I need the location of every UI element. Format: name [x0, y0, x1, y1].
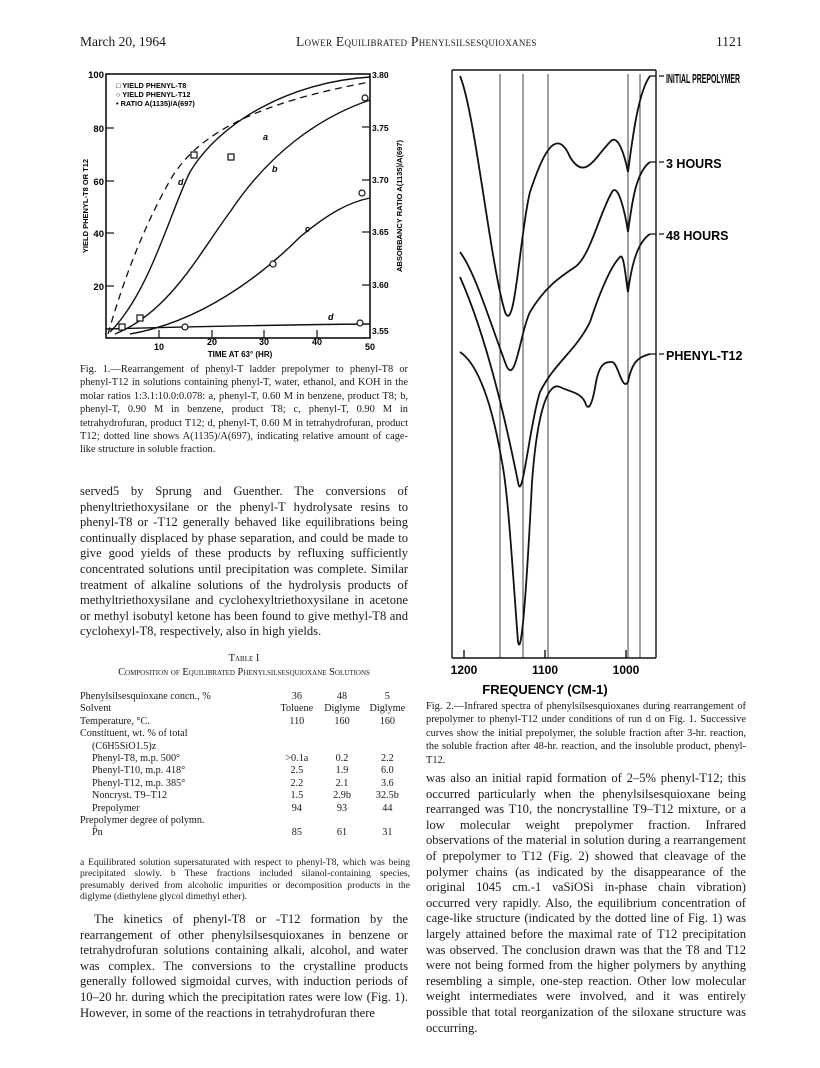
data-point-circle [362, 95, 368, 101]
figure-2-chart [420, 62, 750, 722]
x-axis-label: FREQUENCY (CM-1) [482, 682, 608, 697]
table-cell [365, 741, 410, 753]
paragraph: was also an initial rapid formation of 2–5% phenyl-T12; this occurred particularly when the phenylsilsesquioxane being rearranged was T10, the noncrystalline T9–T12 mixture, or a low molecular weight prepolymer fraction. Infrared observations of the material in solution during a rearrangement of prepolymer to T12 (Fig. 2) showed that cleavage of the polymer chains (as indicated by the disappearance of the original 1045 cm.-1 νaSiOSi in-phase chain vibration) occurred very rapidly. Also, the equilibrium concentration of cage-like structure (indicated by the dotted line of Fig. 1) was largely attained before the maximal rate of T12 precipitation was observed. The conclusion drawn was that the T8 and T12 were not being formed from the higher polymers by anything resembling a simple, one-step reaction. Other low molecular weight intermediates were involved, and it was entirely possible that total reorganization of the siloxane structure was occurring. [426, 771, 746, 1035]
table-cell: 85 [291, 827, 302, 839]
curve-a [110, 77, 370, 332]
x-tick-label: 40 [311, 337, 323, 347]
data-point-square [119, 324, 125, 330]
y2-tick-label: 3.80 [372, 70, 389, 80]
table-cell: 160 [379, 715, 395, 727]
curve-c [130, 198, 370, 334]
table-row [80, 728, 410, 740]
x-tick-label: 20 [206, 337, 218, 347]
curve-label-a: a [263, 132, 269, 142]
data-point-square [191, 152, 197, 158]
left-axis-label: YIELD PHENYL-T8 OR T12 [81, 158, 90, 254]
label-initial: INITIAL PREPOLYMER [666, 72, 740, 86]
spectrum-initial-prepolymer [460, 76, 650, 316]
y-tick-label: 40 [93, 229, 104, 240]
table-cell: 48 [336, 691, 348, 702]
table-1 [80, 691, 410, 840]
paragraph: served5 by Sprung and Guenther. The conversions of phenyltriethoxysilane or the phenyl-T hydrolysate resins to phenyl-T8 or -T12 generally behaved like equilibrations being continually displaced by phase separation, and could be made to give good yields of these products by refluxing sufficiently concentrated solutions until precipitation was complete. Similar treatment of alkaline solutions of the hydrolysis products of methyltriethoxysilane and cyclohexyltriethoxysilane in acetone or methyl isobutyl ketone has been found to give methyl-T8 and cyclohexyl-T8, respectively, also in high yields. [80, 484, 408, 639]
curve-d [106, 324, 370, 329]
table-cell: 0.2 [335, 753, 349, 765]
label-phenyl-t12: PHENYL-T12 [666, 349, 743, 363]
table-row [80, 753, 410, 765]
y-tick-label: 20 [93, 282, 104, 293]
table-row-label: Prepolymer degree of polymn. [80, 815, 205, 827]
label-3-hours: 3 HOURS [666, 157, 722, 171]
data-point-square [228, 154, 234, 160]
y2-tick-label: 3.65 [372, 227, 389, 237]
running-title: Lower Equilibrated Phenylsilsesquioxanes [296, 34, 537, 49]
table-row-label: P̄n [92, 827, 103, 839]
y-tick-label: 100 [88, 70, 104, 81]
dotted-ratio-curve [108, 82, 370, 334]
table-1-title [80, 652, 408, 679]
table-label: Table I [228, 653, 260, 664]
spectrum-48-hours [460, 234, 650, 487]
spectrum-phenyl-t12 [460, 352, 650, 645]
table-cell: 93 [336, 802, 348, 814]
table-cell: 44 [382, 802, 393, 814]
data-point-square [137, 315, 143, 321]
x-tick-label: 1200 [450, 663, 478, 677]
table-cell: 5 [384, 691, 390, 702]
table-cell: 94 [291, 802, 302, 814]
table-cell [274, 741, 319, 753]
table-cell [365, 728, 410, 740]
table-row-label: Prepolymer [92, 802, 140, 814]
label-48-hours: 48 HOURS [666, 229, 729, 243]
table-cell [319, 728, 364, 740]
running-date: March 20, 1964 [80, 34, 166, 49]
curve-label-d: d [328, 312, 334, 322]
legend-entry: ○ YIELD PHENYL-T12 [116, 90, 191, 99]
table-cell [319, 815, 364, 827]
legend-entry: • RATIO A(1135)/A(697) [116, 99, 195, 108]
table-row-label: Phenylsilsesquioxane concn., % [80, 691, 211, 702]
curve-label-b: b [272, 164, 278, 174]
x-tick-label: 1100 [531, 663, 559, 677]
y-tick-label: 80 [93, 124, 104, 135]
table-cell: 61 [336, 827, 348, 839]
right-column-text [426, 771, 746, 1036]
y-tick-label: 60 [93, 177, 104, 188]
paragraph: The kinetics of phenyl-T8 or -T12 formation by the rearrangement of other phenylsilsesquioxanes in benzene or tetrahydrofuran solutions containing alkali, alcohol, and water was complex. The conversions to the crystalline products generally followed sigmoidal curves, with induction periods of 10–20 hr. during which the precipitation rates were low (Fig. 1). However, in some of the reactions in tetrahydrofuran there [80, 912, 408, 1020]
figure-1-caption: Fig. 1.—Rearrangement of phenyl-T ladder prepolymer to phenyl-T8 or phenyl-T12 in solutions containing phenyl-T, water, ethanol, and KOH in the molar ratios 1:3.1:10.0:0.078: a, phenyl-T, 0.60 M in benzene, product T8; b, phenyl-T, 0.90 M in benzene, product T8; c, phenyl-T, 0.90 M in tetrahydrofuran, product T12; d, phenyl-T, 0.60 M in tetrahydrofuran, product T12; dotted line shows A(1135)/A(697), indicating relative amount of cage-like structure in soluble fraction. [80, 364, 408, 456]
table-cell: 1.5 [290, 790, 304, 802]
table-row [80, 827, 410, 839]
table-row [80, 803, 410, 815]
table-cell: Diglyme [369, 703, 406, 715]
table-cell: 32.5b [375, 790, 399, 802]
legend-entry: □ YIELD PHENYL-T8 [116, 81, 187, 90]
table-cell: 110 [289, 715, 305, 727]
table-cell: Toluene [280, 703, 314, 715]
x-tick-label: 1000 [612, 663, 640, 677]
data-point-circle [359, 190, 365, 196]
table-cell: >0.1a [285, 753, 309, 765]
y2-tick-label: 3.75 [372, 123, 389, 133]
table-cell: 31 [382, 827, 393, 839]
y2-tick-label: 3.60 [372, 280, 389, 290]
y2-tick-label: 3.70 [372, 175, 389, 185]
table-cell: 3.6 [380, 777, 394, 789]
curve-label-c: c [305, 224, 311, 234]
x-tick-label: 50 [364, 342, 376, 352]
table-cell [319, 741, 364, 753]
table-row-label: Solvent [80, 703, 112, 715]
table-cell [274, 815, 319, 827]
table-row-label: Temperature, °C. [80, 715, 150, 727]
table-footnote: a Equilibrated solution supersaturated with respect to phenyl-T8, which was being precipitated slowly. b These fractions included silanol-containing species, presumably derived from alcoholic impurities or decomposition products in the diglyme (diethylene glycol dimethyl ether). [80, 857, 410, 902]
table-cell: 2.1 [335, 777, 349, 789]
right-axis-label: ABSORBANCY RATIO A(1135)/A(697) [395, 140, 404, 272]
x-axis-label: TIME AT 63° (HR) [207, 350, 273, 359]
table-row-label: Phenyl-T10, m.p. 418° [92, 765, 186, 777]
table-row [80, 703, 410, 715]
curve-label-d: d [178, 177, 184, 187]
fig1-plot-frame [106, 74, 370, 338]
table-cell: 6.0 [380, 765, 394, 777]
table-cell [365, 815, 410, 827]
x-tick-label: 10 [153, 342, 165, 352]
table-row-label: Phenyl-T8, m.p. 500° [92, 753, 181, 765]
curve-b [115, 100, 370, 334]
table-cell: Diglyme [324, 703, 360, 715]
figure-1-chart [60, 62, 420, 362]
left-column-text-2 [80, 912, 408, 1021]
table-cell: 160 [334, 715, 350, 727]
table-row [80, 778, 410, 790]
data-point-circle [357, 320, 363, 326]
table-row [80, 790, 410, 802]
table-cell: 2.5 [290, 765, 304, 777]
table-row [80, 765, 410, 777]
table-row [80, 741, 410, 753]
table-cell: 1.9 [335, 765, 349, 777]
table-row-label: Constituent, wt. % of total [80, 728, 188, 740]
page-number: 1121 [716, 34, 743, 49]
table-row-label: Noncryst. T9–T12 [92, 790, 168, 802]
table-cell [274, 728, 319, 740]
figure-2-caption: Fig. 2.—Infrared spectra of phenylsilsesquioxanes during rearrangement of prepolymer to phenyl-T12 under conditions of run d on Fig. 1. Successive curves show the initial prepolymer, the soluble fraction after 3-hr. reaction, the soluble fraction after 48-hr. reaction, and the insoluble product, phenyl-T12. [426, 701, 746, 766]
table-row-label: Phenyl-T12, m.p. 385° [92, 777, 186, 789]
table-row [80, 716, 410, 728]
left-column-text [80, 484, 408, 640]
table-cell: 36 [291, 691, 302, 702]
y2-tick-label: 3.55 [372, 326, 389, 336]
table-caption: Composition of Equilibrated Phenylsilsesquioxane Solutions [118, 666, 370, 678]
table-row-label: (C6H5SiO1.5)z [92, 740, 157, 752]
table-cell: 2.2 [380, 753, 394, 765]
table-cell: 2.9b [333, 790, 351, 802]
table-row [80, 815, 410, 827]
table-cell: 2.2 [290, 777, 304, 789]
data-point-circle [270, 261, 276, 267]
x-tick-label: 30 [258, 337, 270, 347]
spectrum-3-hours [460, 162, 650, 370]
table-row [80, 691, 410, 703]
data-point-circle [182, 324, 188, 330]
